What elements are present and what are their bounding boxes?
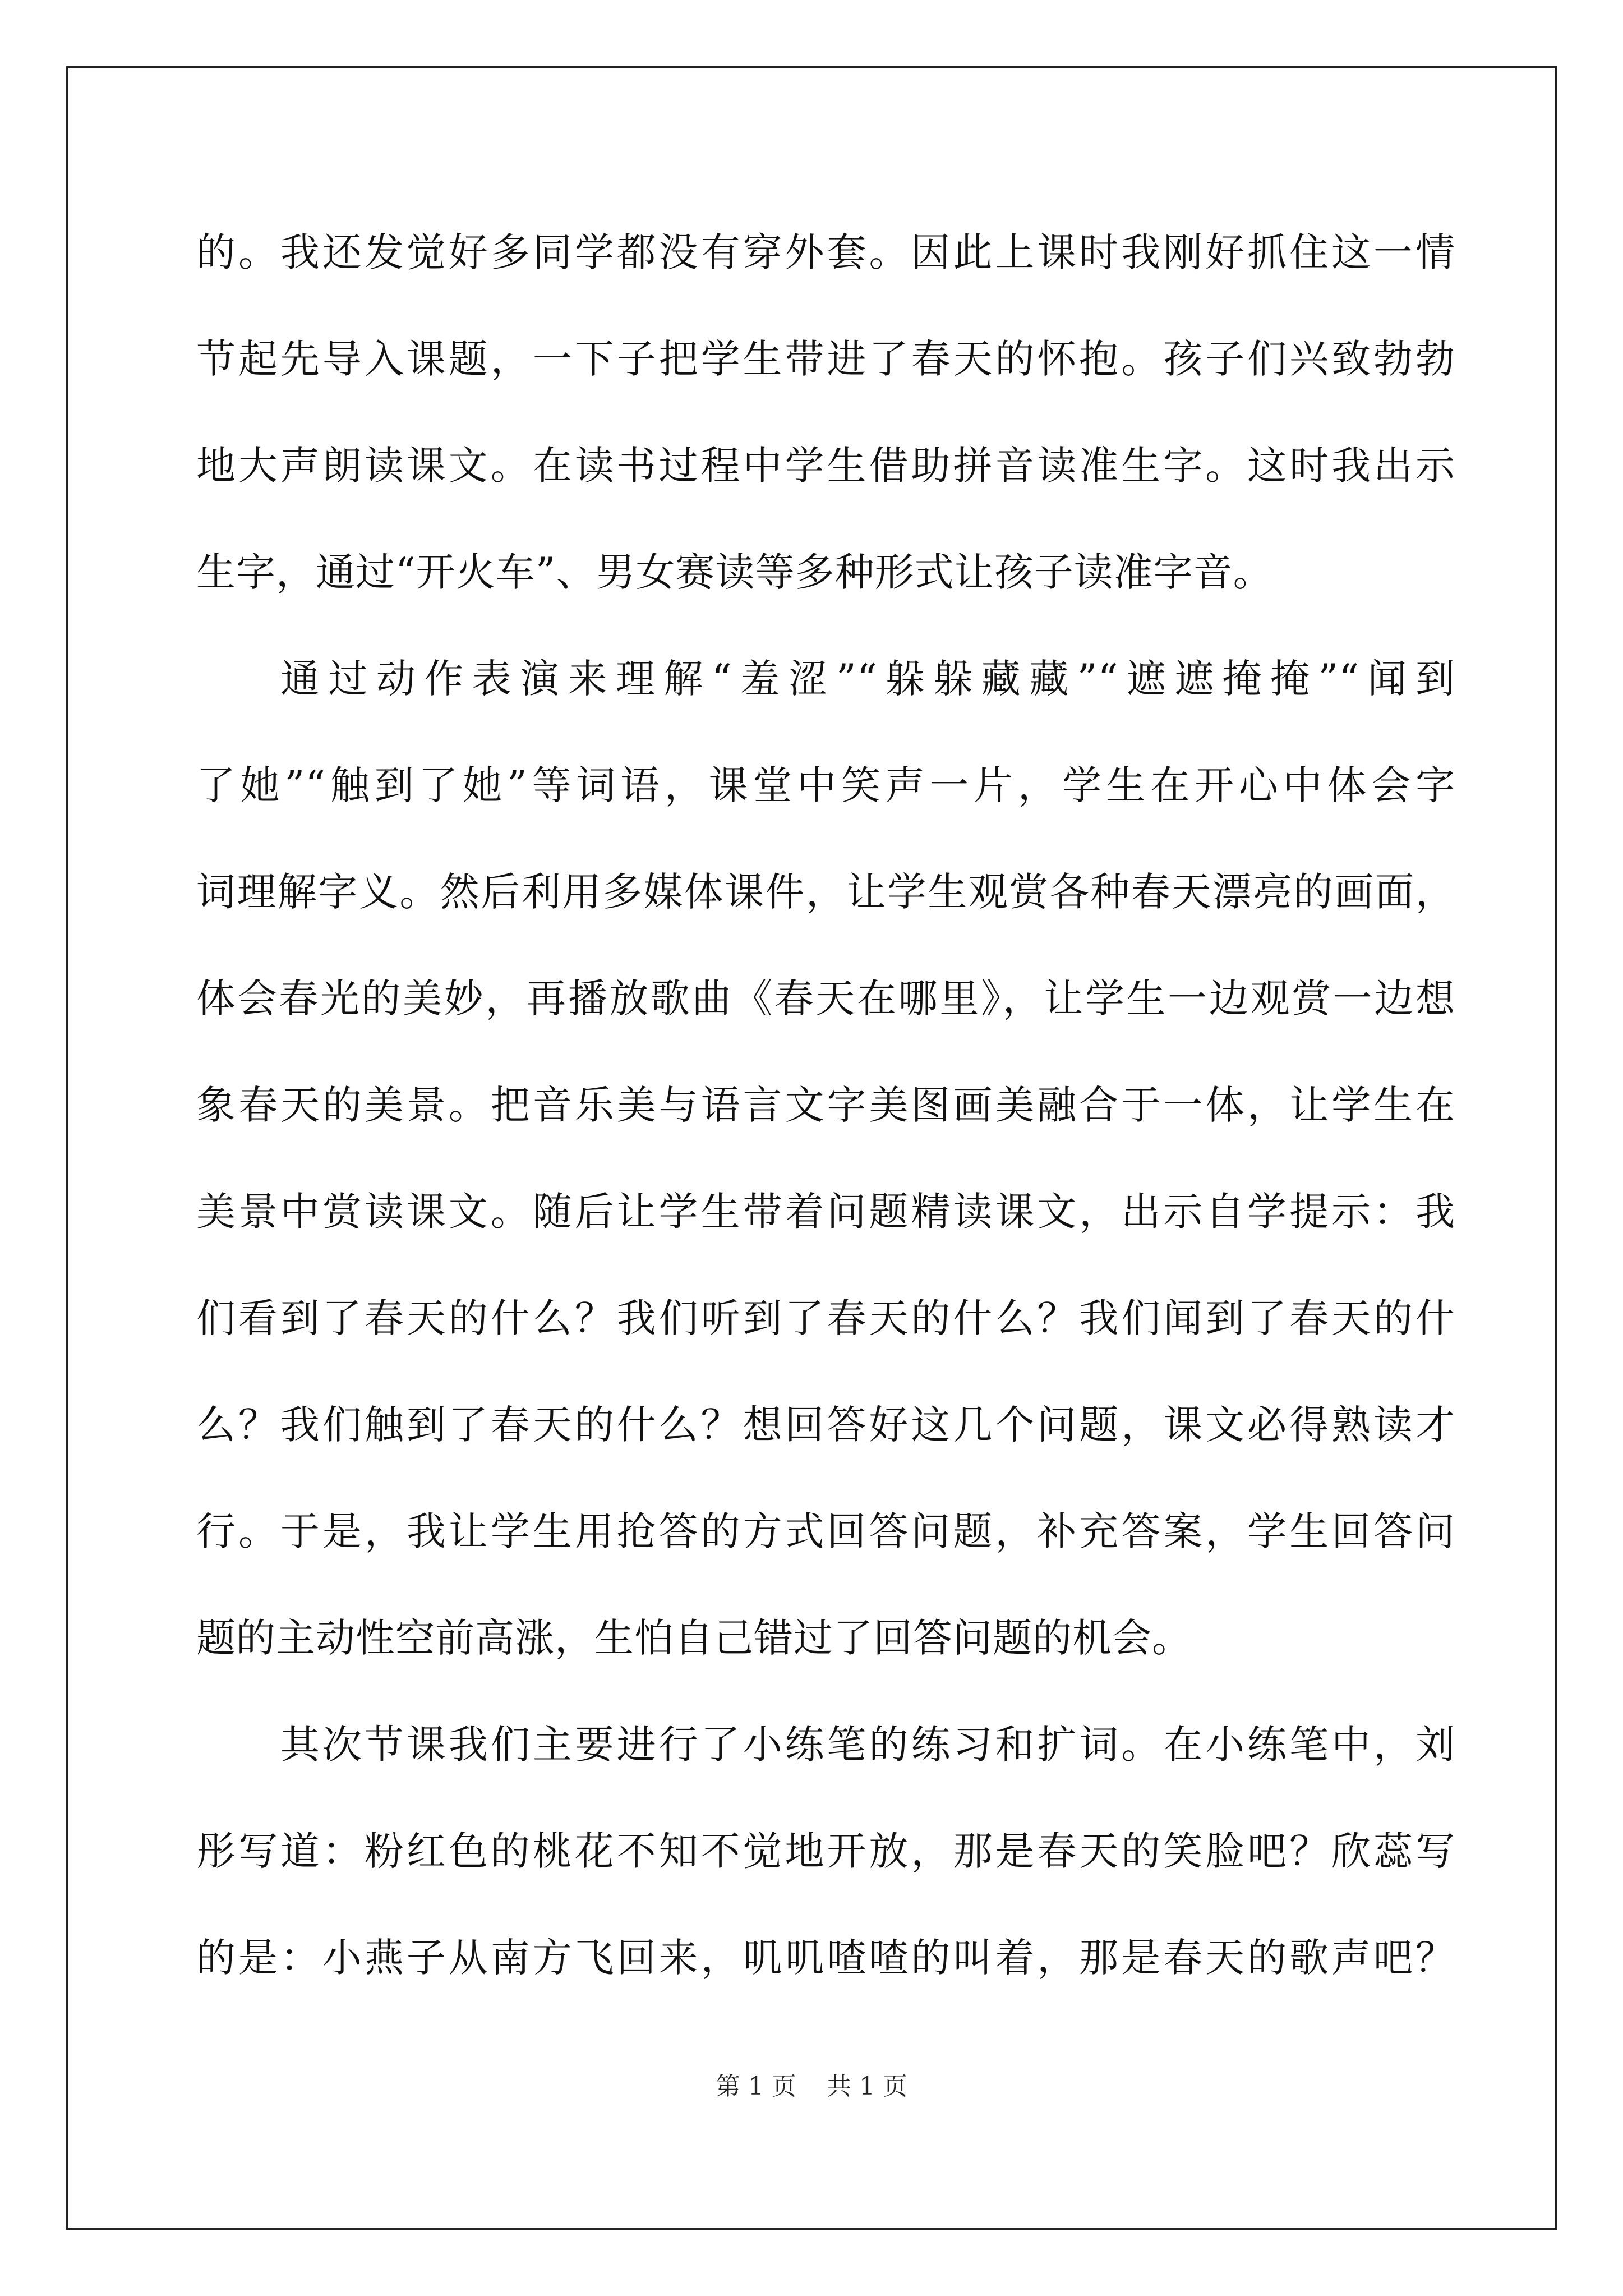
text-line: 体会春光的美妙，再播放歌曲《春天在哪里》，让学生一边观赏一边想 bbox=[196, 976, 1455, 1022]
text-line: 节起先导入课题，一下子把学生带进了春天的怀抱。孩子们兴致勃勃 bbox=[196, 336, 1455, 382]
text-line: 么？我们触到了春天的什么？想回答好这几个问题，课文必得熟读才 bbox=[196, 1402, 1455, 1448]
text-line: 题的主动性空前高涨，生怕自己错过了回答问题的机会。 bbox=[196, 1615, 1192, 1661]
text-line: 地大声朗读课文。在读书过程中学生借助拼音读准生字。这时我出示 bbox=[196, 443, 1455, 489]
text-line: 行。于是，我让学生用抢答的方式回答问题，补充答案，学生回答问 bbox=[196, 1508, 1455, 1554]
text-line: 美景中赏读课文。随后让学生带着问题精读课文，出示自学提示：我 bbox=[196, 1189, 1455, 1235]
text-line: 的。我还发觉好多同学都没有穿外套。因此上课时我刚好抓住这一情 bbox=[196, 229, 1455, 275]
page-total: 共 1 页 bbox=[827, 2072, 907, 2101]
text-line: 们看到了春天的什么？我们听到了春天的什么？我们闻到了春天的什 bbox=[196, 1295, 1455, 1341]
text-line: 生字，通过“开火车”、男女赛读等多种形式让孩子读准字音。 bbox=[196, 549, 1273, 595]
text-line: 其次节课我们主要进行了小练笔的练习和扩词。在小练笔中，刘 bbox=[280, 1722, 1455, 1768]
page-number: 第 1 页 bbox=[716, 2072, 796, 2101]
text-line: 的是：小燕子从南方飞回来，叽叽喳喳的叫着，那是春天的歌声吧？ bbox=[196, 1935, 1455, 1981]
text-line: 词理解字义。然后利用多媒体课件，让学生观赏各种春天漂亮的画面， bbox=[196, 869, 1455, 915]
text-line: 通过动作表演来理解“羞涩”“躲躲藏藏”“遮遮掩掩”“闻到 bbox=[280, 656, 1455, 702]
text-line: 彤写道：粉红色的桃花不知不觉地开放，那是春天的笑脸吧？欣蕊写 bbox=[196, 1828, 1455, 1874]
text-line: 象春天的美景。把音乐美与语言文字美图画美融合于一体，让学生在 bbox=[196, 1082, 1455, 1128]
text-line: 了她”“触到了她”等词语，课堂中笑声一片，学生在开心中体会字 bbox=[196, 762, 1455, 808]
page-footer bbox=[0, 2070, 1623, 2104]
